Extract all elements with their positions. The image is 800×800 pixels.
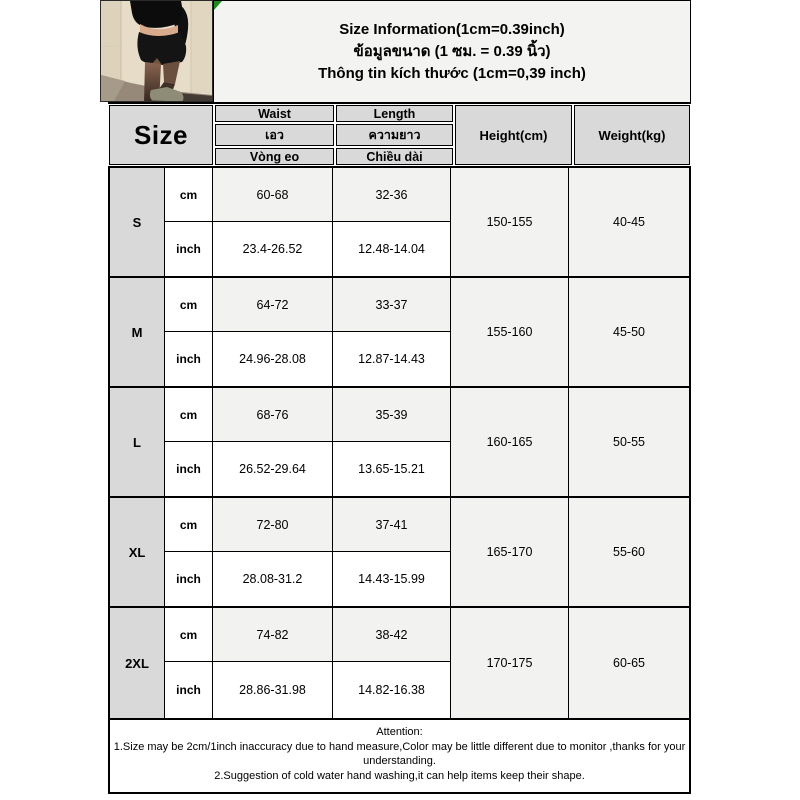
- title-thai: ข้อมูลขนาด (1 ซม. = 0.39 นิ้ว): [353, 42, 551, 60]
- height-value: 150-155: [451, 168, 569, 276]
- waist-cm-value: 64-72: [213, 278, 333, 332]
- header-weight: Weight(kg): [574, 105, 690, 165]
- weight-value: 50-55: [569, 388, 689, 496]
- length-inch-value: 12.87-14.43: [333, 332, 451, 386]
- unit-inch: inch: [165, 222, 213, 276]
- table-row-2xl: [110, 608, 689, 718]
- unit-cm: cm: [165, 278, 213, 332]
- attention-note-2: 2.Suggestion of cold water hand washing,it can help items keep their shape.: [214, 769, 585, 782]
- header-waist-vi: Vòng eo: [215, 148, 334, 165]
- height-value: 165-170: [451, 498, 569, 606]
- unit-inch: inch: [165, 662, 213, 718]
- length-inch-value: 12.48-14.04: [333, 222, 451, 276]
- waist-cm-value: 68-76: [213, 388, 333, 442]
- length-inch-value: 13.65-15.21: [333, 442, 451, 496]
- header-height: Height(cm): [455, 105, 572, 165]
- length-cm-value: 38-42: [333, 608, 451, 662]
- weight-value: 45-50: [569, 278, 689, 386]
- table-row-xl: [110, 498, 689, 608]
- length-cm-value: 33-37: [333, 278, 451, 332]
- height-value: 155-160: [451, 278, 569, 386]
- height-value: 170-175: [451, 608, 569, 718]
- size-chart-sheet: [108, 0, 691, 794]
- header-length-group: [336, 105, 453, 165]
- weight-value: 40-45: [569, 168, 689, 276]
- waist-cm-value: 72-80: [213, 498, 333, 552]
- header-waist-th: เอว: [215, 124, 334, 146]
- unit-inch: inch: [165, 332, 213, 386]
- waist-inch-value: 28.86-31.98: [213, 662, 333, 718]
- length-cm-value: 37-41: [333, 498, 451, 552]
- length-cm-value: 32-36: [333, 168, 451, 222]
- size-label: 2XL: [110, 608, 165, 718]
- size-label: XL: [110, 498, 165, 606]
- waist-cm-value: 74-82: [213, 608, 333, 662]
- unit-inch: inch: [165, 442, 213, 496]
- length-inch-value: 14.82-16.38: [333, 662, 451, 718]
- unit-cm: cm: [165, 608, 213, 662]
- attention-heading: Attention:: [376, 726, 423, 738]
- weight-value: 55-60: [569, 498, 689, 606]
- size-table-body: [108, 166, 691, 720]
- unit-inch: inch: [165, 552, 213, 606]
- waist-inch-value: 24.96-28.08: [213, 332, 333, 386]
- table-row-m: [110, 278, 689, 388]
- waist-cm-value: 60-68: [213, 168, 333, 222]
- waist-inch-value: 28.08-31.2: [213, 552, 333, 606]
- attention-note-1: 1.Size may be 2cm/1inch inaccuracy due to hand measure,Color may be little different due to monitor ,thanks for your: [113, 740, 686, 753]
- attention-notes: [108, 720, 691, 794]
- height-value: 160-165: [451, 388, 569, 496]
- table-row-s: [110, 168, 689, 278]
- header-size: Size: [109, 105, 213, 165]
- header-length-vi: Chiều dài: [336, 148, 453, 165]
- waist-inch-value: 26.52-29.64: [213, 442, 333, 496]
- table-row-l: [110, 388, 689, 498]
- size-label: S: [110, 168, 165, 276]
- product-photo-illustration: [101, 1, 213, 102]
- length-inch-value: 14.43-15.99: [333, 552, 451, 606]
- waist-inch-value: 23.4-26.52: [213, 222, 333, 276]
- header-waist-en: Waist: [215, 105, 334, 122]
- title-english: Size Information(1cm=0.39inch): [339, 20, 565, 38]
- weight-value: 60-65: [569, 608, 689, 718]
- header-length-en: Length: [336, 105, 453, 122]
- unit-cm: cm: [165, 388, 213, 442]
- attention-note-1-cont: understanding.: [363, 755, 436, 767]
- size-label: M: [110, 278, 165, 386]
- unit-cm: cm: [165, 168, 213, 222]
- unit-cm: cm: [165, 498, 213, 552]
- product-photo: [100, 0, 213, 102]
- size-label: L: [110, 388, 165, 496]
- title-row: [108, 0, 691, 104]
- title-vietnamese: Thông tin kích thước (1cm=0,39 inch): [318, 64, 586, 82]
- table-header: [108, 104, 691, 166]
- size-information-title: [213, 0, 691, 102]
- cell-corner-flag-icon: [214, 1, 223, 10]
- length-cm-value: 35-39: [333, 388, 451, 442]
- header-waist-group: [215, 105, 334, 165]
- header-length-th: ความยาว: [336, 124, 453, 146]
